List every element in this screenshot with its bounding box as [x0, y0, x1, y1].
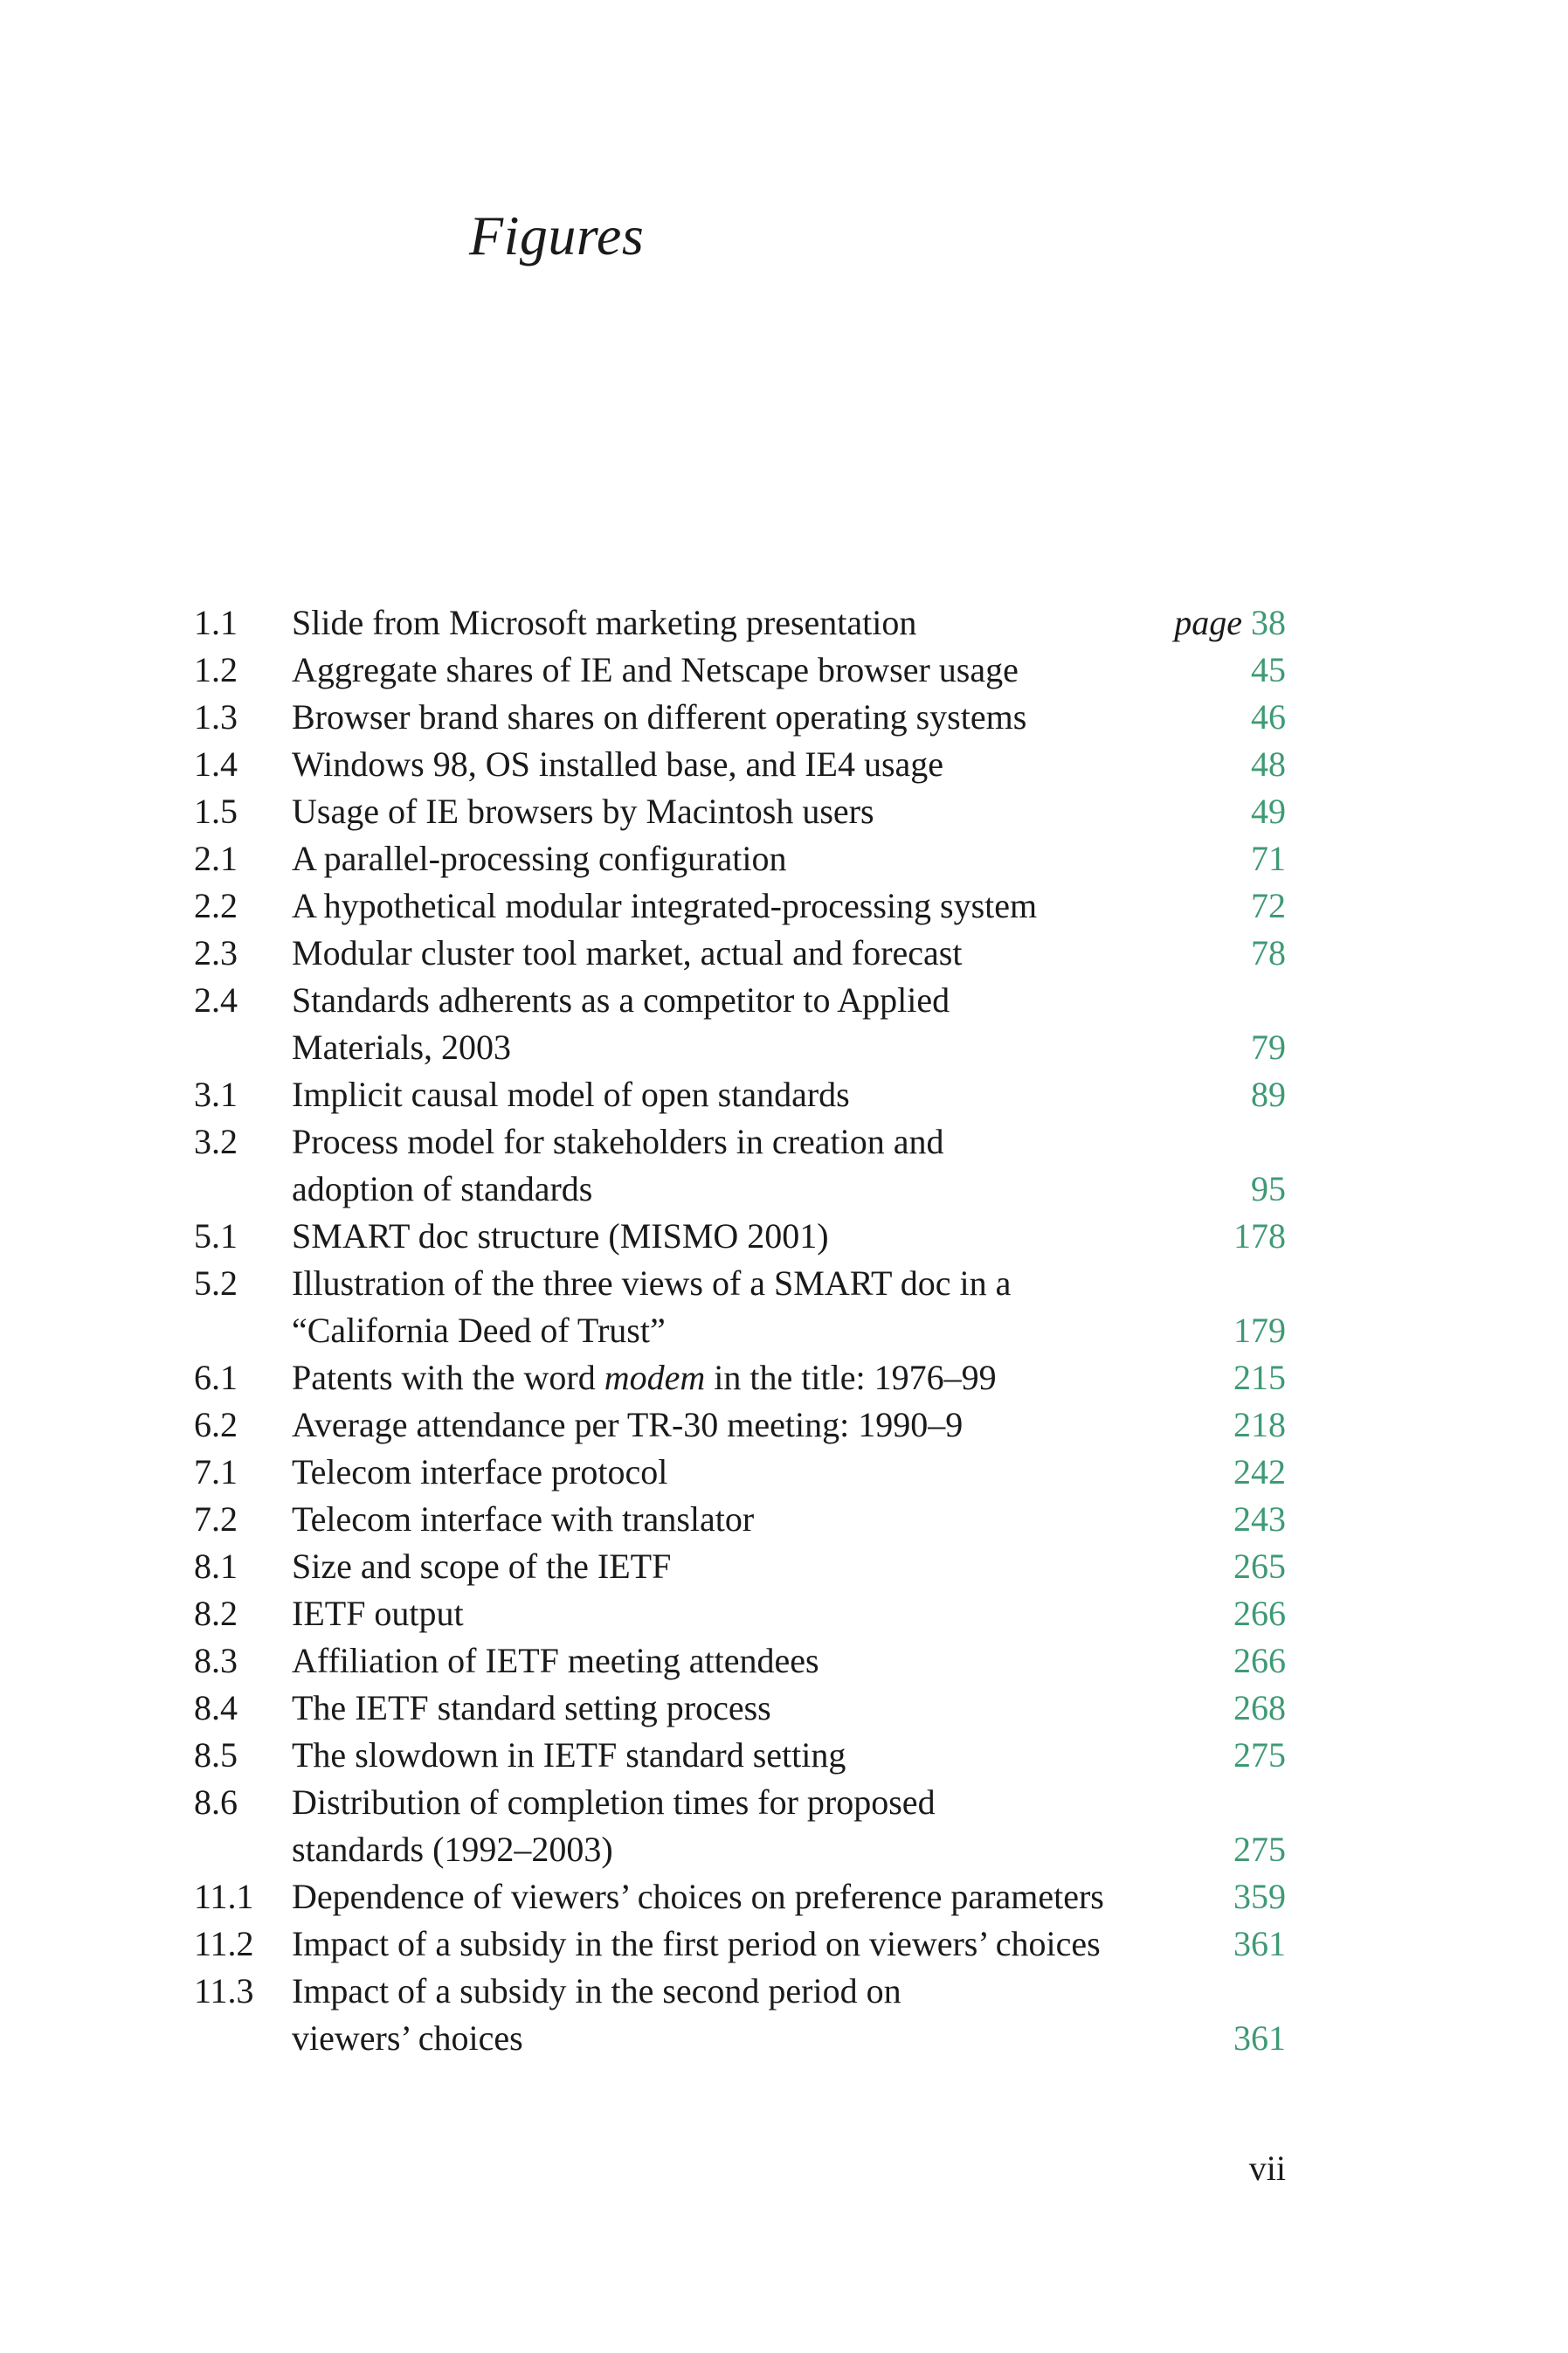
- figure-entry-line: [194, 1213, 1286, 1260]
- figure-caption: The IETF standard setting process: [292, 1688, 771, 1727]
- page-number-value: 48: [1251, 744, 1286, 784]
- figure-entry-11-3: [194, 1968, 1286, 2062]
- figure-entry-2-3: [194, 930, 1286, 977]
- figure-entry-line: [194, 1307, 1286, 1354]
- figure-entry-1-2: [194, 647, 1286, 694]
- page-number-value: 78: [1251, 933, 1286, 972]
- figure-page-number: [1174, 599, 1286, 647]
- figure-entry-7-2: [194, 1496, 1286, 1543]
- figure-list: [194, 599, 1286, 2062]
- figure-page-number: [1233, 1920, 1286, 1968]
- figure-number: 11.3: [194, 1971, 254, 2010]
- figure-caption: SMART doc structure (MISMO 2001): [292, 1216, 829, 1256]
- figure-page-number: [1233, 1685, 1286, 1732]
- figure-entry-5-2: [194, 1260, 1286, 1354]
- figure-page-number: [1233, 1307, 1286, 1354]
- figure-page-number: [1233, 1873, 1286, 1920]
- figure-number: 8.3: [194, 1641, 238, 1680]
- page-number-value: 265: [1233, 1547, 1286, 1586]
- figure-entry-2-1: [194, 835, 1286, 882]
- figure-page-number: [1233, 1496, 1286, 1543]
- figure-caption-part: in the title: 1976–99: [705, 1358, 997, 1397]
- figure-caption: Average attendance per TR-30 meeting: 1990–9: [292, 1405, 964, 1444]
- figure-entry-1-3: [194, 694, 1286, 741]
- figure-entry-2-4: [194, 977, 1286, 1071]
- figure-entry-line: [194, 1354, 1286, 1401]
- figure-caption: “California Deed of Trust”: [292, 1311, 666, 1350]
- figure-number: 2.2: [194, 886, 238, 925]
- figure-entry-8-4: [194, 1685, 1286, 1732]
- figure-entry-line: [194, 1920, 1286, 1968]
- figure-caption: adoption of standards: [292, 1169, 593, 1208]
- figure-entry-8-5: [194, 1732, 1286, 1779]
- figure-caption-part: Patents with the word: [292, 1358, 604, 1397]
- figure-caption: Windows 98, OS installed base, and IE4 usage: [292, 744, 944, 784]
- figure-caption: Standards adherents as a competitor to Applied: [292, 980, 950, 1020]
- figure-page-number: [1233, 2015, 1286, 2062]
- figure-caption: Affiliation of IETF meeting attendees: [292, 1641, 819, 1680]
- figure-caption: Implicit causal model of open standards: [292, 1075, 850, 1114]
- figure-entry-line: [194, 1118, 1286, 1166]
- figure-entry-line: [194, 1685, 1286, 1732]
- figure-entry-6-1: [194, 1354, 1286, 1401]
- page-number-value: 71: [1251, 839, 1286, 878]
- figure-entry-line: [194, 1496, 1286, 1543]
- page-number-value: 275: [1233, 1830, 1286, 1869]
- figure-caption: A parallel-processing configuration: [292, 839, 787, 878]
- figure-page-number: [1251, 694, 1286, 741]
- page-number-value: 178: [1233, 1216, 1286, 1256]
- figure-entry-line: [194, 1732, 1286, 1779]
- figure-entry-line: [194, 1637, 1286, 1685]
- figure-entry-line: [194, 788, 1286, 835]
- figure-caption: Distribution of completion times for proposed: [292, 1782, 936, 1822]
- page-number-value: 242: [1233, 1452, 1286, 1491]
- figure-entry-line: [194, 1449, 1286, 1496]
- figure-caption: Modular cluster tool market, actual and forecast: [292, 933, 963, 972]
- figure-caption: Process model for stakeholders in creation and: [292, 1122, 944, 1161]
- page-number-value: 359: [1233, 1877, 1286, 1916]
- figure-number: 11.1: [194, 1877, 254, 1916]
- page-number-value: 72: [1251, 886, 1286, 925]
- figure-page-number: [1251, 647, 1286, 694]
- figure-number: 5.2: [194, 1263, 238, 1303]
- figure-entry-6-2: [194, 1401, 1286, 1449]
- figure-entry-11-2: [194, 1920, 1286, 1968]
- figure-entry-line: [194, 930, 1286, 977]
- figure-number: 1.1: [194, 603, 238, 642]
- figure-page-number: [1251, 930, 1286, 977]
- figure-entry-line: [194, 1260, 1286, 1307]
- page-number-value: 49: [1251, 792, 1286, 831]
- figure-entry-8-1: [194, 1543, 1286, 1590]
- figure-caption: Telecom interface protocol: [292, 1452, 668, 1491]
- page-number-value: 38: [1251, 603, 1286, 642]
- figure-caption: IETF output: [292, 1594, 464, 1633]
- page-title: Figures: [469, 204, 645, 266]
- figure-page-number: [1251, 1024, 1286, 1071]
- figure-page-number: [1233, 1732, 1286, 1779]
- figure-entry-line: [194, 1401, 1286, 1449]
- figure-entry-line: [194, 1779, 1286, 1826]
- figure-entry-line: [194, 1024, 1286, 1071]
- figure-caption: [292, 1354, 1223, 1401]
- figure-page-number: [1251, 1166, 1286, 1213]
- page-number-value: 243: [1233, 1499, 1286, 1539]
- figure-number: 2.1: [194, 839, 238, 878]
- figure-entry-1-5: [194, 788, 1286, 835]
- figure-entry-line: [194, 977, 1286, 1024]
- figure-caption: Telecom interface with translator: [292, 1499, 755, 1539]
- figure-entry-line: [194, 1166, 1286, 1213]
- figure-number: 1.5: [194, 792, 238, 831]
- figure-entry-line: [194, 647, 1286, 694]
- figure-entry-11-1: [194, 1873, 1286, 1920]
- figure-number: 8.5: [194, 1735, 238, 1775]
- page-number-value: 361: [1233, 1924, 1286, 1963]
- figure-page-number: [1251, 741, 1286, 788]
- figure-page-number: [1251, 882, 1286, 930]
- figure-number: 7.2: [194, 1499, 238, 1539]
- figure-caption: A hypothetical modular integrated-processing system: [292, 886, 1038, 925]
- figure-entry-8-2: [194, 1590, 1286, 1637]
- figure-number: 3.1: [194, 1075, 238, 1114]
- page-number-value: 46: [1251, 697, 1286, 737]
- figure-entry-3-1: [194, 1071, 1286, 1118]
- figure-number: 7.1: [194, 1452, 238, 1491]
- figure-entry-line: [194, 2015, 1286, 2062]
- figure-page-number: [1233, 1401, 1286, 1449]
- figure-entry-5-1: [194, 1213, 1286, 1260]
- figure-number: 6.1: [194, 1358, 238, 1397]
- figure-entry-8-3: [194, 1637, 1286, 1685]
- figure-number: 1.2: [194, 650, 238, 689]
- figure-number: 11.2: [194, 1924, 254, 1963]
- figure-entry-line: [194, 741, 1286, 788]
- page-number-value: 268: [1233, 1688, 1286, 1727]
- figure-entry-3-2: [194, 1118, 1286, 1213]
- page-number-value: 45: [1251, 650, 1286, 689]
- figure-entry-1-1: [194, 599, 1286, 647]
- figure-number: 1.3: [194, 697, 238, 737]
- page-number-value: 266: [1233, 1641, 1286, 1680]
- figure-caption-italic: modem: [604, 1358, 706, 1397]
- figure-page-number: [1233, 1826, 1286, 1873]
- figure-page-number: [1233, 1213, 1286, 1260]
- figure-number: 3.2: [194, 1122, 238, 1161]
- figure-caption: The slowdown in IETF standard setting: [292, 1735, 846, 1775]
- figure-entry-line: [194, 1826, 1286, 1873]
- figure-number: 1.4: [194, 744, 238, 784]
- figure-entry-line: [194, 599, 1286, 647]
- figure-caption: Aggregate shares of IE and Netscape browser usage: [292, 650, 1019, 689]
- figure-entry-line: [194, 1071, 1286, 1118]
- figure-page-number: [1251, 788, 1286, 835]
- page-number-value: 215: [1233, 1358, 1286, 1397]
- figure-entry-2-2: [194, 882, 1286, 930]
- figure-page-number: [1233, 1354, 1286, 1401]
- figure-entry-line: [194, 882, 1286, 930]
- figure-caption: Impact of a subsidy in the first period on viewers’ choices: [292, 1924, 1101, 1963]
- figure-entry-line: [194, 1590, 1286, 1637]
- page-number-value: 179: [1233, 1311, 1286, 1350]
- figure-entry-line: [194, 1968, 1286, 2015]
- figure-number: 6.2: [194, 1405, 238, 1444]
- figure-number: 8.6: [194, 1782, 238, 1822]
- figure-entry-line: [194, 1543, 1286, 1590]
- figure-page-number: [1233, 1543, 1286, 1590]
- figure-caption: Impact of a subsidy in the second period on: [292, 1971, 901, 2010]
- figure-page-number: [1251, 835, 1286, 882]
- figure-caption: Dependence of viewers’ choices on preference parameters: [292, 1877, 1104, 1916]
- page-number-value: 95: [1251, 1169, 1286, 1208]
- figure-number: 5.1: [194, 1216, 238, 1256]
- figure-caption: Materials, 2003: [292, 1028, 512, 1067]
- figure-number: 8.2: [194, 1594, 238, 1633]
- figure-caption: standards (1992–2003): [292, 1830, 613, 1869]
- figure-entry-1-4: [194, 741, 1286, 788]
- figure-entry-line: [194, 694, 1286, 741]
- figure-entry-line: [194, 1873, 1286, 1920]
- figure-entry-line: [194, 835, 1286, 882]
- figure-caption: Size and scope of the IETF: [292, 1547, 672, 1586]
- figure-entry-7-1: [194, 1449, 1286, 1496]
- page-number-value: 79: [1251, 1028, 1286, 1067]
- figure-caption: Browser brand shares on different operating systems: [292, 697, 1027, 737]
- figure-number: 8.4: [194, 1688, 238, 1727]
- page-number-value: 89: [1251, 1075, 1286, 1114]
- figure-caption: Usage of IE browsers by Macintosh users: [292, 792, 874, 831]
- figure-page-number: [1233, 1637, 1286, 1685]
- page-number-value: 218: [1233, 1405, 1286, 1444]
- folio-page-number: vii: [1248, 2149, 1286, 2188]
- figure-page-number: [1233, 1449, 1286, 1496]
- page-number-value: 275: [1233, 1735, 1286, 1775]
- figure-entry-8-6: [194, 1779, 1286, 1873]
- figure-page-number: [1251, 1071, 1286, 1118]
- page-label: page: [1174, 603, 1242, 642]
- figure-page-number: [1233, 1590, 1286, 1637]
- figure-caption: Illustration of the three views of a SMART doc in a: [292, 1263, 1012, 1303]
- figure-caption: viewers’ choices: [292, 2018, 523, 2058]
- figure-number: 2.3: [194, 933, 238, 972]
- page-number-value: 361: [1233, 2018, 1286, 2058]
- figure-number: 2.4: [194, 980, 238, 1020]
- figure-caption: Slide from Microsoft marketing presentation: [292, 603, 917, 642]
- page-number-value: 266: [1233, 1594, 1286, 1633]
- figure-number: 8.1: [194, 1547, 238, 1586]
